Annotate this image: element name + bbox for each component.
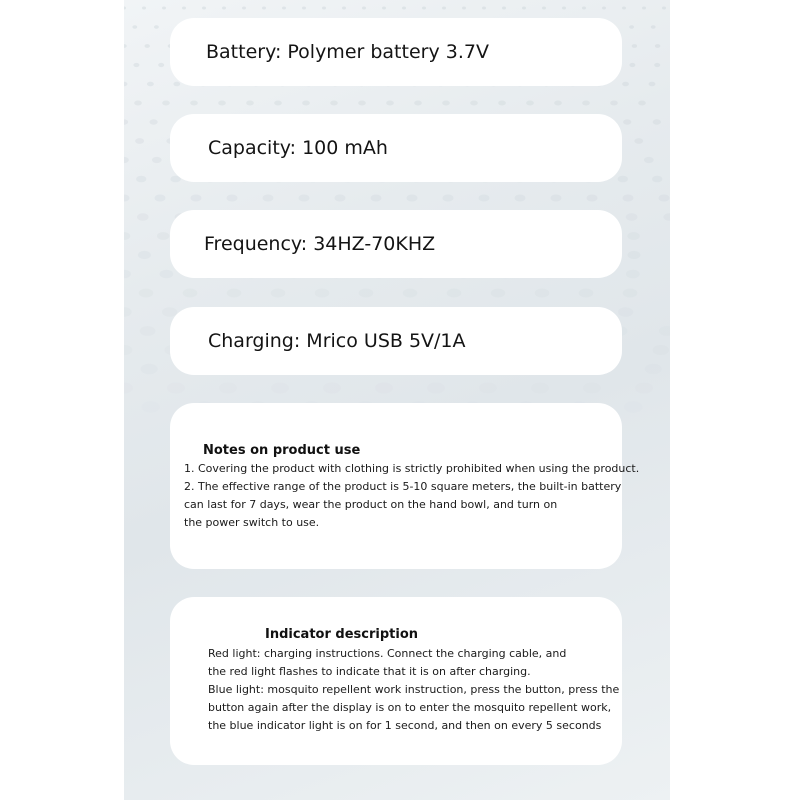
decor-dot xyxy=(554,101,562,106)
decor-dot xyxy=(652,176,662,183)
decor-dot xyxy=(627,232,639,240)
decor-dot xyxy=(382,7,386,10)
decor-dot xyxy=(414,101,422,106)
decor-dot xyxy=(132,25,137,28)
decor-dot xyxy=(137,213,149,220)
decor-dot xyxy=(659,326,670,336)
decor-dot xyxy=(479,383,497,394)
battery-spec-card xyxy=(170,18,622,86)
decor-dot xyxy=(315,289,330,298)
decor-dot xyxy=(141,364,158,375)
charging-spec-card xyxy=(170,307,622,375)
decor-dot xyxy=(443,195,454,202)
decor-dot xyxy=(407,195,418,202)
decor-dot xyxy=(479,195,490,202)
notes-line: the power switch to use. xyxy=(184,516,320,529)
capacity-spec-label: Capacity: 100 mAh xyxy=(208,137,388,159)
decor-dot xyxy=(299,195,310,202)
decor-dot xyxy=(651,25,656,28)
decor-dot xyxy=(402,7,406,10)
decor-dot xyxy=(134,101,142,106)
decor-dot xyxy=(124,270,131,279)
decor-dot xyxy=(124,7,126,10)
decor-dot xyxy=(124,307,132,316)
decor-dot xyxy=(274,101,282,106)
battery-spec-label: Battery: Polymer battery 3.7V xyxy=(206,41,489,63)
decor-dot xyxy=(628,251,641,259)
decor-dot xyxy=(323,383,341,394)
decor-dot xyxy=(242,7,246,10)
decor-dot xyxy=(642,7,646,10)
decor-dot xyxy=(158,63,164,67)
decor-dot xyxy=(150,119,158,124)
decor-dot xyxy=(623,119,631,124)
decor-dot xyxy=(182,7,186,10)
decor-dot xyxy=(147,82,154,87)
decor-dot xyxy=(202,7,206,10)
decor-dot xyxy=(645,364,662,375)
decor-dot xyxy=(124,345,132,355)
decor-dot xyxy=(124,82,127,87)
decor-dot xyxy=(551,195,562,202)
decor-dot xyxy=(271,383,289,394)
decor-dot xyxy=(330,101,338,106)
decor-dot xyxy=(587,195,598,202)
decor-dot xyxy=(653,119,661,124)
indicator-line: Blue light: mosquito repellent work instruction, press the button, press the xyxy=(208,683,620,696)
decor-dot xyxy=(626,213,638,220)
decor-dot xyxy=(222,7,226,10)
decor-dot xyxy=(124,157,129,163)
decor-dot xyxy=(263,195,274,202)
decor-dot xyxy=(632,44,637,48)
decor-dot xyxy=(218,101,226,106)
decor-dot xyxy=(227,195,238,202)
decor-dot xyxy=(634,138,643,144)
decor-dot xyxy=(375,383,393,394)
indicator-line: the blue indicator light is on for 1 second, and then on every 5 seconds xyxy=(208,719,602,732)
decor-dot xyxy=(167,383,185,394)
decor-dot xyxy=(618,307,633,316)
frequency-spec-card xyxy=(170,210,622,278)
decor-dot xyxy=(358,101,366,106)
decor-dot xyxy=(624,401,643,412)
decor-dot xyxy=(271,289,286,298)
decor-dot xyxy=(183,289,198,298)
decor-dot xyxy=(618,176,628,183)
decor-dot xyxy=(145,44,150,48)
decor-dot xyxy=(482,7,486,10)
decor-dot xyxy=(136,176,146,183)
decor-dot xyxy=(160,270,174,279)
decor-dot xyxy=(531,383,549,394)
decor-dot xyxy=(362,7,366,10)
decor-dot xyxy=(302,7,306,10)
notes-line: can last for 7 days, wear the product on the hand bowl, and turn on xyxy=(184,498,558,511)
indicator-line: the red light flashes to indicate that it is on after charging. xyxy=(208,665,531,678)
decor-dot xyxy=(583,383,601,394)
decor-dot xyxy=(638,101,646,106)
decor-dot xyxy=(124,195,130,202)
indicator-title: Indicator description xyxy=(265,627,419,642)
decor-dot xyxy=(470,101,478,106)
decor-dot xyxy=(654,63,660,67)
decor-dot xyxy=(663,213,670,220)
decor-dot xyxy=(139,289,154,298)
decor-dot xyxy=(124,383,133,394)
notes-line: 2. The effective range of the product is 5-10 square meters, the built-in battery xyxy=(184,480,622,493)
decor-dot xyxy=(659,195,670,202)
decor-dot xyxy=(173,82,180,87)
decor-dot xyxy=(155,195,166,202)
decor-dot xyxy=(662,7,666,10)
decor-dot xyxy=(644,157,654,163)
decor-dot xyxy=(629,25,634,28)
decor-dot xyxy=(422,7,426,10)
decor-dot xyxy=(246,101,254,106)
decor-dot xyxy=(515,195,526,202)
decor-dot xyxy=(442,101,450,106)
decor-dot xyxy=(124,232,130,240)
decor-dot xyxy=(582,7,586,10)
decor-dot xyxy=(371,195,382,202)
decor-dot xyxy=(427,383,445,394)
decor-dot xyxy=(610,101,618,106)
decor-dot xyxy=(191,195,202,202)
decor-dot xyxy=(162,101,170,106)
decor-dot xyxy=(447,289,462,298)
decor-dot xyxy=(152,157,162,163)
decor-dot xyxy=(142,7,146,10)
decor-dot xyxy=(562,7,566,10)
decor-dot xyxy=(142,401,161,412)
frequency-spec-label: Frequency: 34HZ-70KHZ xyxy=(204,233,436,255)
decor-dot xyxy=(442,7,446,10)
decor-dot xyxy=(227,289,242,298)
decor-dot xyxy=(502,7,506,10)
indicator-card xyxy=(170,597,622,765)
decor-dot xyxy=(462,7,466,10)
decor-dot xyxy=(626,270,640,279)
decor-dot xyxy=(582,101,590,106)
indicator-line: button again after the display is on to enter the mosquito repellent work, xyxy=(208,701,612,714)
decor-dot xyxy=(124,119,128,124)
decor-dot xyxy=(138,251,151,259)
decor-dot xyxy=(535,289,550,298)
capacity-spec-card xyxy=(170,114,622,182)
decor-dot xyxy=(140,326,156,336)
decor-dot xyxy=(542,7,546,10)
decor-dot xyxy=(602,7,606,10)
decor-dot xyxy=(653,345,670,355)
decor-dot xyxy=(635,383,653,394)
decor-dot xyxy=(655,44,660,48)
charging-spec-label: Charging: Mrico USB 5V/1A xyxy=(208,330,466,352)
decor-dot xyxy=(162,7,166,10)
decor-dot xyxy=(282,7,286,10)
decor-dot xyxy=(157,232,169,240)
decor-dot xyxy=(579,289,594,298)
decor-dot xyxy=(386,101,394,106)
decor-dot xyxy=(498,101,506,106)
decor-dot xyxy=(491,289,506,298)
decor-dot xyxy=(359,289,374,298)
decor-dot xyxy=(262,7,266,10)
decor-dot xyxy=(629,63,635,67)
decor-dot xyxy=(622,7,626,10)
decor-dot xyxy=(154,25,159,28)
decor-dot xyxy=(623,195,634,202)
notes-line: 1. Covering the product with clothing is strictly prohibited when using the product. xyxy=(184,462,640,475)
decor-dot xyxy=(522,7,526,10)
decor-dot xyxy=(335,195,346,202)
decor-dot xyxy=(190,101,198,106)
decor-dot xyxy=(135,138,144,144)
decor-dot xyxy=(403,289,418,298)
decor-dot xyxy=(124,44,127,48)
decor-dot xyxy=(649,82,656,87)
decor-dot xyxy=(623,289,638,298)
decor-dot xyxy=(526,101,534,106)
notes-card xyxy=(170,403,640,569)
decor-dot xyxy=(342,7,346,10)
decor-dot xyxy=(302,101,310,106)
decor-dot xyxy=(219,383,237,394)
notes-title: Notes on product use xyxy=(203,443,361,458)
decor-dot xyxy=(622,82,629,87)
indicator-line: Red light: charging instructions. Connect the charging cable, and xyxy=(208,647,567,660)
decor-dot xyxy=(322,7,326,10)
decor-dot xyxy=(133,63,139,67)
